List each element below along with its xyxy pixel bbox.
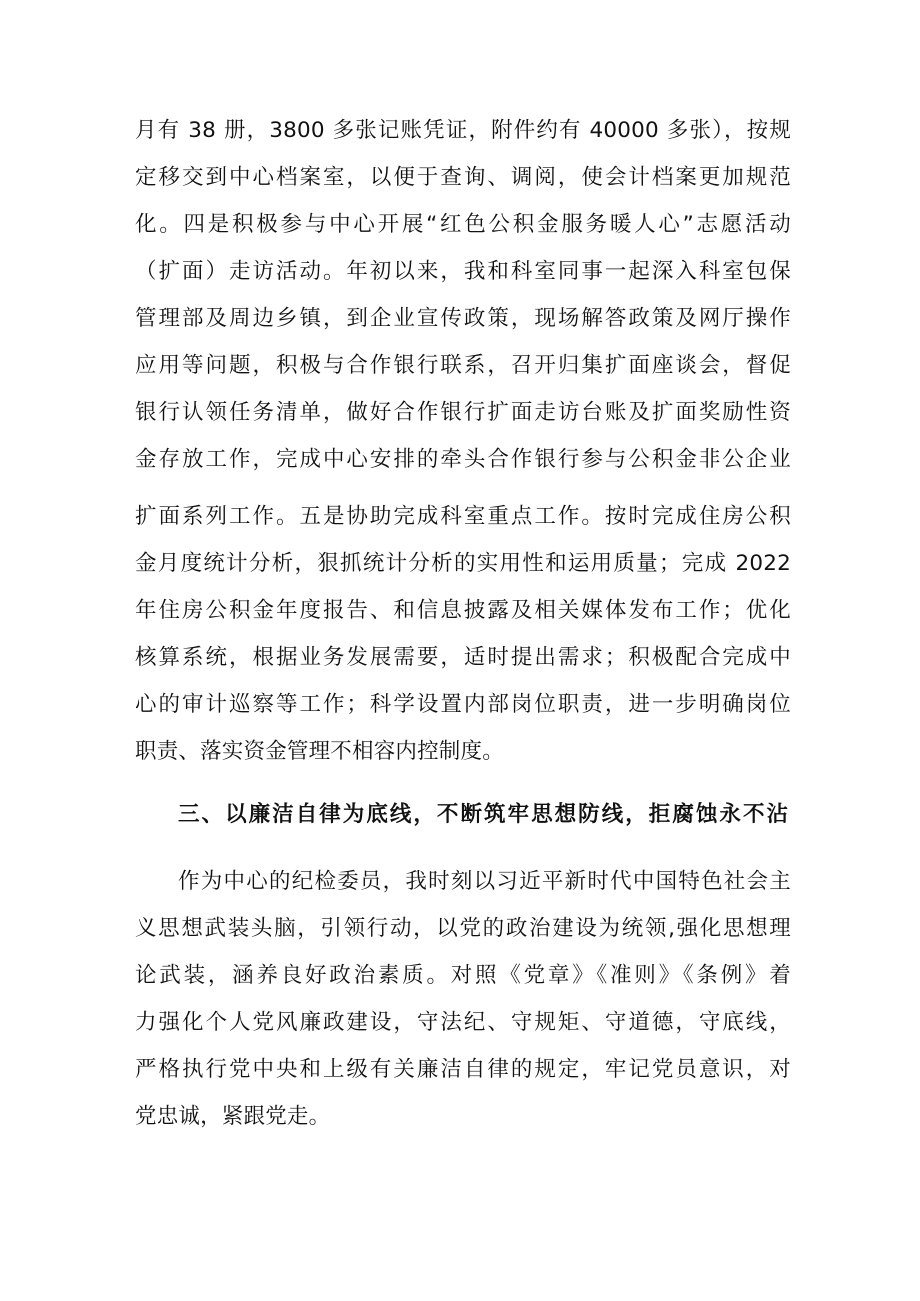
- text-line: 严格执行党中央和上级有关廉洁自律的规定，牢记党员意识，对: [135, 1057, 791, 1082]
- text-line: 党忠诚，紧跟党走。: [135, 1104, 331, 1129]
- text-line: 月有 38 册，3800 多张记账凭证，附件约有 40000 多张），按规: [135, 118, 791, 143]
- text-line: 心的审计巡察等工作；科学设置内部岗位职责，进一步明确岗位: [135, 692, 791, 717]
- text-line: 银行认领任务清单，做好合作银行扩面走访台账及扩面奖励性资: [135, 400, 791, 425]
- text-line: 应用等问题，积极与合作银行联系，召开归集扩面座谈会，督促: [135, 353, 791, 378]
- text-line: 管理部及周边乡镇，到企业宣传政策，现场解答政策及网厅操作: [135, 306, 791, 331]
- text-line: 化。四是积极参与中心开展“红色公积金服务暖人心”志愿活动: [135, 212, 791, 237]
- text-line: 金月度统计分析，狠抓统计分析的实用性和运用质量；完成 2022: [135, 551, 791, 576]
- text-line: 核算系统，根据业务发展需要，适时提出需求；积极配合完成中: [135, 645, 791, 670]
- text-line: （扩面）走访活动。年初以来，我和科室同事一起深入科室包保: [135, 259, 791, 284]
- text-line: 扩面系列工作。五是协助完成科室重点工作。按时完成住房公积: [135, 504, 791, 529]
- text-line: 义思想武装头脑，引领行动，以党的政治建设为统领,强化思想理: [135, 916, 791, 941]
- text-line: 定移交到中心档案室，以便于查询、调阅，使会计档案更加规范: [135, 165, 791, 190]
- text-line: 金存放工作，完成中心安排的牵头合作银行参与公积金非公企业: [135, 447, 791, 472]
- text-line: 职责、落实资金管理不相容内控制度。: [135, 739, 504, 764]
- text-line: 力强化个人党风廉政建设，守法纪、守规矩、守道德，守底线，: [135, 1010, 791, 1035]
- section-heading: 三、以廉洁自律为底线，不断筑牢思想防线，拒腐蚀永不沾: [178, 802, 788, 827]
- text-line: 论武装，涵养良好政治素质。对照《党章》《准则》《条例》着: [135, 963, 791, 988]
- text-line: 年住房公积金年度报告、和信息披露及相关媒体发布工作；优化: [135, 598, 791, 623]
- text-line: 作为中心的纪检委员，我时刻以习近平新时代中国特色社会主: [178, 869, 791, 894]
